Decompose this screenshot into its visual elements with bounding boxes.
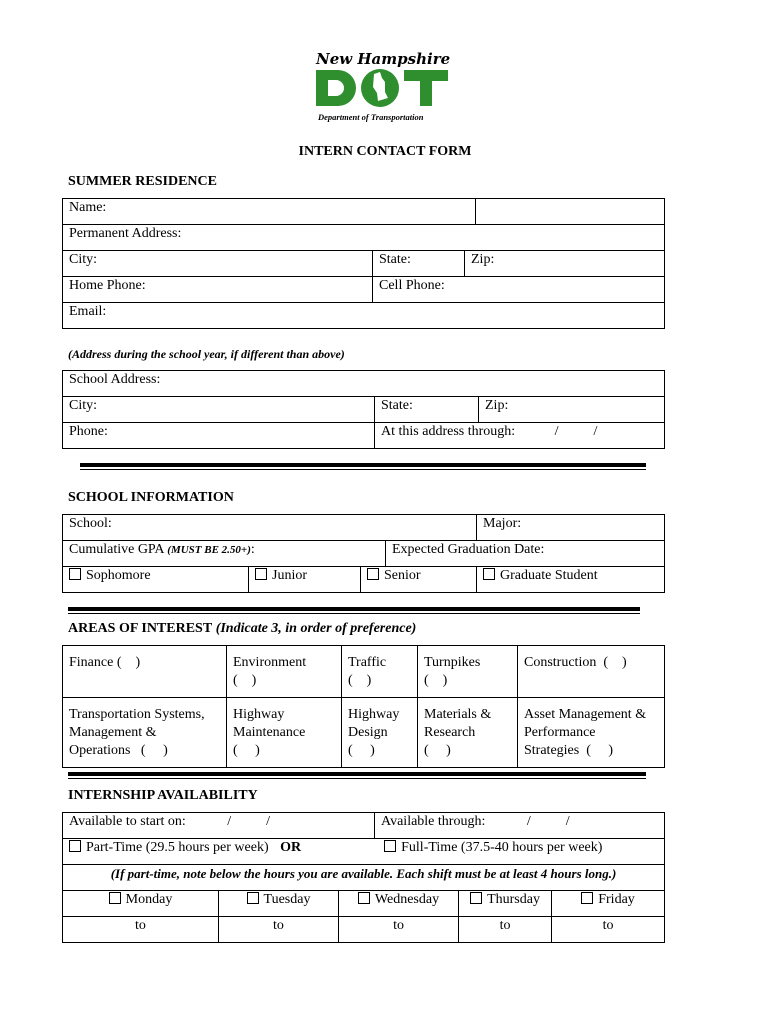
- sophomore-checkbox[interactable]: [69, 568, 81, 580]
- school-address-table: [62, 370, 665, 449]
- name-field[interactable]: [63, 199, 476, 225]
- interest-hd-line1: Highway: [348, 707, 400, 722]
- interest-hm-line3: ( ): [233, 743, 260, 758]
- junior-label: Junior: [272, 568, 307, 583]
- day-wednesday[interactable]: [339, 891, 459, 917]
- address-through-date: / /: [554, 424, 598, 439]
- senior-checkbox[interactable]: [367, 568, 379, 580]
- tuesday-hours[interactable]: [219, 917, 339, 943]
- major-field[interactable]: [477, 515, 665, 541]
- home-phone-field[interactable]: [63, 277, 373, 303]
- through-date-slashes: / /: [526, 814, 570, 829]
- full-time-checkbox[interactable]: [384, 840, 396, 852]
- areas-of-interest-title: AREAS OF INTEREST: [68, 621, 213, 636]
- part-time-note: (If part-time, note below the hours you are available. Each shift must be at least 4 hours long.): [63, 865, 665, 891]
- school-address-label: School Address:: [69, 372, 161, 387]
- interest-hd-line2: Design: [348, 725, 388, 740]
- section-divider-thin: [68, 613, 640, 614]
- name-label: Name:: [69, 200, 107, 215]
- graduate-student-checkbox[interactable]: [483, 568, 495, 580]
- section-divider-thin: [80, 469, 646, 470]
- interest-hd-line3: ( ): [348, 743, 375, 758]
- through-date-label: Available through:: [381, 814, 486, 829]
- wednesday-label: Wednesday: [374, 892, 440, 907]
- areas-of-interest-table: [62, 645, 665, 768]
- major-label: Major:: [483, 516, 522, 531]
- friday-checkbox[interactable]: [581, 892, 593, 904]
- school-city-field[interactable]: [63, 397, 375, 423]
- interest-am-line3: Strategies ( ): [524, 743, 614, 758]
- school-zip-label: Zip:: [485, 398, 509, 413]
- wednesday-checkbox[interactable]: [358, 892, 370, 904]
- interest-hm-line1: Highway: [233, 707, 285, 722]
- form-title: INTERN CONTACT FORM: [298, 144, 472, 159]
- start-date-label: Available to start on:: [69, 814, 186, 829]
- thursday-label: Thursday: [487, 892, 540, 907]
- permanent-address-field[interactable]: [63, 225, 665, 251]
- wednesday-to: to: [393, 918, 404, 933]
- school-information-table: [62, 514, 665, 593]
- monday-checkbox[interactable]: [109, 892, 121, 904]
- school-phone-label: Phone:: [69, 424, 108, 439]
- thursday-to: to: [499, 918, 511, 933]
- part-time-label: Part-Time (29.5 hours per week): [86, 840, 269, 855]
- thursday-hours[interactable]: [459, 917, 552, 943]
- graduation-date-label: Expected Graduation Date:: [392, 542, 545, 557]
- section-divider: [68, 607, 640, 611]
- tuesday-to: to: [273, 918, 284, 933]
- zip-label: Zip:: [471, 252, 495, 267]
- start-date-slashes: / /: [227, 814, 271, 829]
- section-divider: [68, 772, 646, 776]
- school-information-heading: SCHOOL INFORMATION: [68, 490, 234, 505]
- interest-finance[interactable]: [63, 646, 227, 698]
- or-label: OR: [280, 840, 302, 855]
- interest-am-line1: Asset Management &: [524, 707, 647, 722]
- interest-turnpikes[interactable]: [418, 646, 518, 698]
- school-city-label: City:: [69, 398, 98, 413]
- friday-hours[interactable]: [552, 917, 665, 943]
- cell-phone-field[interactable]: [373, 277, 665, 303]
- day-monday[interactable]: [63, 891, 219, 917]
- gpa-colon: :: [250, 542, 255, 557]
- interest-turnpikes-rank: ( ): [424, 673, 448, 688]
- school-state-label: State:: [381, 398, 413, 413]
- logo-script-text: New Hampshire: [316, 50, 451, 68]
- interest-tsmo-line1: Transportation Systems,: [69, 707, 205, 722]
- school-address-field[interactable]: [63, 371, 665, 397]
- school-zip-field[interactable]: [479, 397, 665, 423]
- friday-to: to: [602, 918, 614, 933]
- junior-checkbox[interactable]: [255, 568, 267, 580]
- gpa-field[interactable]: [63, 541, 386, 567]
- graduate-student-label: Graduate Student: [500, 568, 598, 583]
- interest-hm-line2: Maintenance: [233, 725, 306, 740]
- day-thursday[interactable]: [459, 891, 552, 917]
- interest-asset-management[interactable]: [518, 698, 665, 768]
- interest-highway-maintenance[interactable]: [227, 698, 342, 768]
- interest-tsmo[interactable]: [63, 698, 227, 768]
- interest-turnpikes-label: Turnpikes: [424, 655, 481, 670]
- start-date-field[interactable]: [63, 813, 375, 839]
- interest-mr-line1: Materials &: [424, 707, 492, 722]
- internship-availability-heading: INTERNSHIP AVAILABILITY: [68, 788, 258, 803]
- interest-tsmo-line3: Operations ( ): [69, 743, 168, 758]
- email-field[interactable]: [63, 303, 665, 329]
- home-phone-label: Home Phone:: [69, 278, 146, 293]
- interest-am-line2: Performance: [524, 725, 596, 740]
- tuesday-checkbox[interactable]: [247, 892, 259, 904]
- cell-phone-label: Cell Phone:: [379, 278, 445, 293]
- part-time-checkbox[interactable]: [69, 840, 81, 852]
- interest-mr-line2: Research: [424, 725, 476, 740]
- state-field[interactable]: [373, 251, 465, 277]
- school-state-field[interactable]: [375, 397, 479, 423]
- tuesday-label: Tuesday: [263, 892, 311, 907]
- interest-mr-line3: ( ): [424, 743, 451, 758]
- areas-of-interest-heading: [68, 621, 416, 637]
- schedule-type-row: [63, 839, 665, 865]
- areas-of-interest-instruction: (Indicate 3, in order of preference): [215, 621, 417, 636]
- monday-to: to: [135, 918, 146, 933]
- graduation-date-field[interactable]: [386, 541, 665, 567]
- day-friday[interactable]: [552, 891, 665, 917]
- summer-residence-heading: SUMMER RESIDENCE: [68, 174, 217, 189]
- day-tuesday[interactable]: [219, 891, 339, 917]
- interest-materials-research[interactable]: [418, 698, 518, 768]
- city-label: City:: [69, 252, 98, 267]
- availability-table: [62, 812, 665, 943]
- school-label: School:: [69, 516, 112, 531]
- interest-finance-label: Finance ( ): [69, 655, 141, 670]
- interest-tsmo-line2: Management &: [69, 725, 157, 740]
- city-field[interactable]: [63, 251, 373, 277]
- nhdot-logo: [310, 44, 462, 126]
- level-graduate[interactable]: [477, 567, 665, 593]
- interest-construction[interactable]: [518, 646, 665, 698]
- interest-traffic-rank: ( ): [348, 673, 372, 688]
- level-senior[interactable]: [361, 567, 477, 593]
- friday-label: Friday: [598, 892, 635, 907]
- school-field[interactable]: [63, 515, 477, 541]
- wednesday-hours[interactable]: [339, 917, 459, 943]
- senior-label: Senior: [384, 568, 421, 583]
- monday-label: Monday: [125, 892, 173, 907]
- interest-environment-label: Environment: [233, 655, 307, 670]
- full-time-label: Full-Time (37.5-40 hours per week): [401, 840, 603, 855]
- interest-highway-design[interactable]: [342, 698, 418, 768]
- sophomore-label: Sophomore: [86, 568, 151, 583]
- address-through-field[interactable]: [375, 423, 665, 449]
- address-through-label: At this address through:: [381, 424, 516, 439]
- state-label: State:: [379, 252, 411, 267]
- thursday-checkbox[interactable]: [470, 892, 482, 904]
- interest-environment[interactable]: [227, 646, 342, 698]
- logo-subtitle: Department of Transportation: [318, 112, 424, 122]
- school-phone-field[interactable]: [63, 423, 375, 449]
- gpa-label: Cumulative GPA: [69, 542, 164, 557]
- section-divider: [80, 463, 646, 467]
- school-address-note: (Address during the school year, if different than above): [68, 347, 345, 361]
- interest-environment-rank: ( ): [233, 673, 257, 688]
- nhdot-logo-graphic: [310, 44, 462, 126]
- gpa-requirement: (MUST BE 2.50+): [167, 544, 251, 556]
- permanent-address-label: Permanent Address:: [69, 226, 182, 241]
- email-label: Email:: [69, 304, 107, 319]
- through-date-field[interactable]: [375, 813, 665, 839]
- monday-hours[interactable]: [63, 917, 219, 943]
- zip-field[interactable]: [465, 251, 665, 277]
- interest-construction-label: Construction ( ): [524, 655, 627, 670]
- section-divider-thin: [68, 778, 646, 779]
- interest-traffic-label: Traffic: [348, 655, 387, 670]
- interest-traffic[interactable]: [342, 646, 418, 698]
- level-junior[interactable]: [249, 567, 361, 593]
- name-extra-field[interactable]: [476, 199, 665, 225]
- level-sophomore[interactable]: [63, 567, 249, 593]
- summer-residence-table: [62, 198, 665, 329]
